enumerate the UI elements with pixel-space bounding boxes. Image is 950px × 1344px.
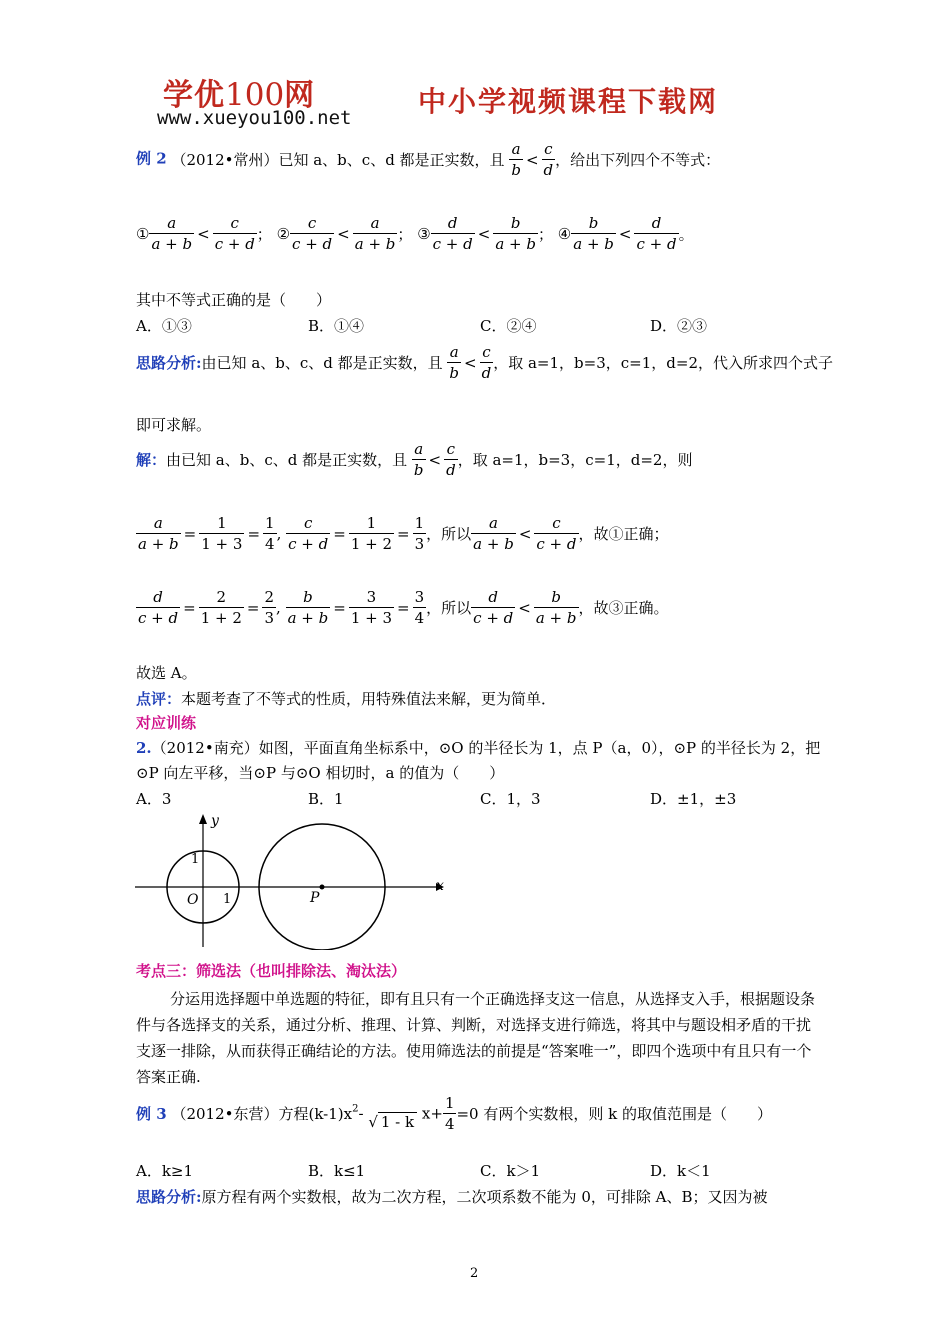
origin-label: O [187,892,199,908]
inequality-1: ① $\frac{a}{a + b}$ < $\frac{c}{c + d}$ ； [136,214,272,253]
x-tick-label: 1 [223,892,232,907]
method-paragraph: 分运用选择题中单选题的特征，即有且只有一个正确选择支这一信息，从选择支入手，根据题设条件与各选择支的关系，通过分析、推理、计算、判断，对选择支进行筛选，将其中与题设相矛盾的干扰支逐一排除，从而获得正确结论的方法。使用筛选法的前提是“答案唯一”，即四个选项中有且只有一个答案正确. [136,990,816,1086]
point-p [320,885,325,890]
example-3-option-d: D．k＜1 [650,1162,711,1180]
fraction: $\frac{c}{d}$ [543,140,554,179]
example-label: 例 2 [136,149,167,168]
logo-number: 100 [225,77,285,113]
practice-question-line-2: ⊙P 向左平移，当⊙P 与⊙O 相切时，a 的值为（ ） [136,764,505,782]
example-source: （2012•常州）已知 a、b、c、d 都是正实数，且 [171,151,505,169]
fraction: $\frac{a}{b}$ [511,140,521,179]
y-axis-arrow-icon [199,814,207,824]
practice-option-b: B．1 [308,790,344,808]
option-a: A．①③ [136,317,192,335]
solution-equation-1: $\frac{a}{a + b}$ = $\frac{1}{1 + 3}$ = $\frac{1}{4}$ , $\frac{c}{c + d}$ = $\frac{1}{1 + 2}$ = $\frac{1}{3}$ ，所以 $\frac{a}{a + b}$ < $\frac{c}{c + d}$ ，故①正确； [138,514,669,553]
coordinate-figure [130,810,450,950]
practice-heading: 对应训练 [136,714,197,732]
practice-option-a: A．3 [136,790,172,808]
sqrt-expression: √ 1 - k [368,1113,417,1131]
point-p-label: P [310,890,320,906]
example-3-statement: 例 3 （2012•东营）方程$(k-1)x^2-$ √ 1 - k x+ $\frac{1}{4}$ =0 有两个实数根，则 k 的取值范围是（ ） [136,1094,772,1133]
logo-text-2: 网 [284,78,316,113]
logo-text: 学优 [163,78,225,113]
inequality-list [136,214,694,253]
practice-option-d: D．±1，±3 [650,790,737,808]
header-banner: 中小学视频课程下载网 [418,85,719,118]
example-3-analysis: 思路分析:原方程有两个实数根，故为二次方程，二次项系数不能为 0，可排除 A、B；又因为被 [136,1188,768,1206]
section-heading: 考点三：筛选法（也叫排除法、淘汰法） [136,962,407,980]
choose-answer: 故选 A。 [136,664,197,682]
y-tick-label: 1 [191,852,200,867]
question-text: 其中不等式正确的是（ ） [136,291,332,309]
comment-label: 点评： [136,690,182,708]
solution-label: 解： [136,451,167,469]
example-3-option-c: C．k＞1 [480,1162,541,1180]
inequality-3: ③ $\frac{d}{c + d}$ < $\frac{b}{a + b}$ ； [417,214,553,253]
x-axis-label: x [436,878,444,894]
logo-url: www.xueyou100.net [157,107,352,129]
example-2-statement: 例 2 （2012•常州）已知 a、b、c、d 都是正实数，且 $\frac{a}{b}$ < $\frac{c}{d}$ ，给出下列四个不等式： [136,140,721,179]
practice-question-line-1: 2.（2012•南充）如图，平面直角坐标系中，⊙O 的半径长为 1，点 P（a，0），⊙P 的半径长为 2，把 [136,739,821,757]
inequality-2: ② $\frac{c}{c + d}$ < $\frac{a}{a + b}$ ； [276,214,413,253]
option-d: D．②③ [650,317,708,335]
analysis-line: 思路分析:由已知 a、b、c、d 都是正实数，且 $\frac{a}{b}$ < $\frac{c}{d}$ ，取 a=1，b=3，c=1，d=2，代入所求四个式子 [136,343,833,382]
practice-option-c: C．1，3 [480,790,541,808]
y-axis-label: y [211,813,219,829]
example-3-option-b: B．k≤1 [308,1162,366,1180]
example-3-option-a: A．k≥1 [136,1162,194,1180]
comment-line: 点评：本题考查了不等式的性质，用特殊值法来解，更为简单． [136,690,557,708]
example-tail: ，给出下列四个不等式： [555,151,721,169]
solution-equation-2: $\frac{d}{c + d}$ = $\frac{2}{1 + 2}$ = $\frac{2}{3}$ , $\frac{b}{a + b}$ = $\frac{3}{1 + 3}$ = $\frac{3}{4}$ ，所以 $\frac{d}{c + d}$ < $\frac{b}{a + b}$ ，故③正确。 [138,588,669,627]
option-c: C．②④ [480,317,537,335]
analysis-label: 思路分析: [136,354,202,372]
option-b: B．①④ [308,317,365,335]
analysis-continued: 即可求解。 [136,416,212,434]
example-label: 例 3 [136,1105,167,1123]
solution-line: 解：由已知 a、b、c、d 都是正实数，且 $\frac{a}{b}$ < $\frac{c}{d}$ ，取 a=1，b=3，c=1，d=2，则 [136,440,693,479]
page-number: 2 [470,1266,479,1281]
inequality-4: ④ $\frac{b}{a + b}$ < $\frac{d}{c + d}$ 。 [557,214,694,253]
analysis-label: 思路分析: [136,1188,202,1206]
